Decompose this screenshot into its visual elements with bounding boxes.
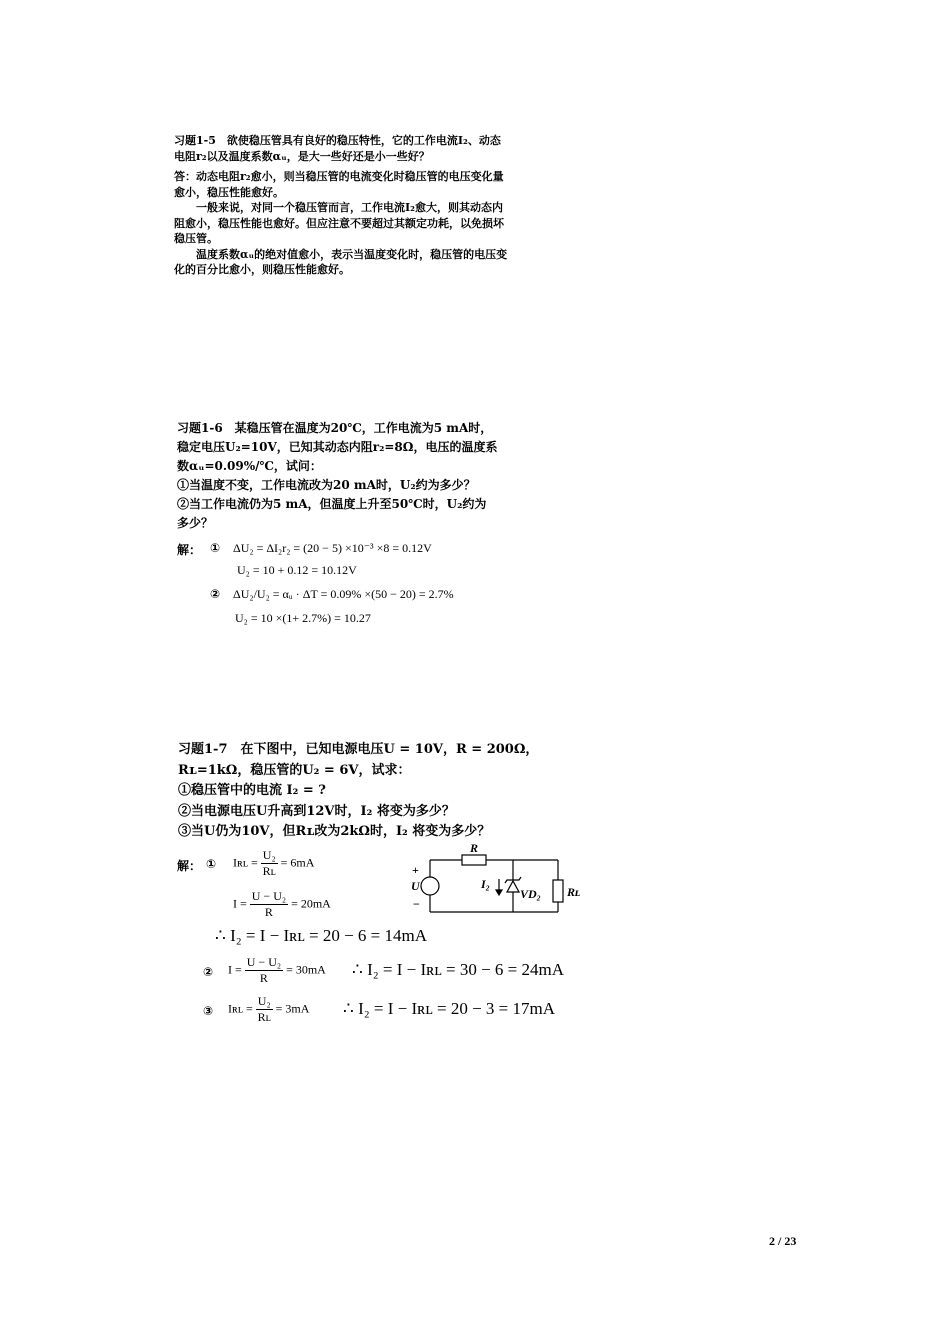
result-3: ∴ I₂ = I − Iʀʟ = 20 − 3 = 17mA — [343, 999, 556, 1018]
problem-1-6-marker-2: ② — [210, 587, 221, 601]
page-number: 2 / 23 — [769, 1234, 797, 1248]
problem-1-7-line-5: ③当U仍为10V，但Rʟ改为2kΩ时，I₂ 将变为多少？ — [178, 824, 491, 839]
voltage-source-icon — [421, 877, 439, 895]
result-2: ∴ I₂ = I − Iʀʟ = 30 − 6 = 24mA — [352, 960, 565, 979]
problem-1-7-line-1: 习题1-7 在下图中，已知电源电压U = 10V，R = 200Ω， — [178, 742, 539, 757]
problem-1-6-equation-2: U₂ = 10 + 0.12 = 10.12V — [237, 563, 357, 577]
problem-1-7-marker-1: ① — [206, 857, 217, 871]
label-vdz: VD₂ — [520, 887, 541, 901]
problem-1-6-equation-4: U₂ = 10 ×(1+ 2.7%) = 10.27 — [235, 611, 371, 625]
equation-i3-rhs: = 3mA — [275, 1001, 310, 1016]
equation-i2-denominator: R — [259, 971, 268, 985]
equation-irl-lhs: Iʀʟ = — [233, 855, 258, 870]
problem-1-6-line-6: 多少？ — [177, 516, 214, 530]
equation-i2-rhs: = 30mA — [286, 962, 326, 977]
problem-1-6-line-3: 数αᵤ=0.09%/℃，试问： — [177, 459, 322, 473]
problem-1-5-answer-2: 一般来说，对同一个稳压管而言，工作电流I₂愈大，则其动态内阻愈小，稳压性能也愈好。但应注意不要超过其额定功耗，以免损坏稳压管。 — [174, 201, 504, 245]
problem-1-6-equation-3: ΔU₂/U₂ = αᵤ · ΔT = 0.09% ×(50 − 20) = 2.7% — [233, 587, 454, 601]
problem-1-7-marker-3: ③ — [203, 1004, 214, 1018]
label-r: R — [470, 841, 479, 855]
current-arrowhead — [496, 890, 502, 895]
problem-1-6-solution-label: 解： — [177, 543, 202, 557]
problem-1-6-equation-1: ΔU₂ = ΔI₂r₂ = (20 − 5) ×10⁻³ ×8 = 0.12V — [233, 541, 432, 555]
problem-1-6-line-4: ①当温度不变，工作电流改为20 mA时，U₂约为多少？ — [177, 478, 476, 492]
problem-1-7-line-3: ①稳压管中的电流 I₂ = ? — [178, 783, 326, 798]
problem-1-6-line-2: 稳定电压U₂=10V，已知其动态内阻r₂=8Ω，电压的温度系 — [177, 440, 498, 454]
problem-1-6 — [177, 419, 552, 533]
equation-i3 — [228, 994, 309, 1025]
resistor-r — [462, 855, 486, 865]
equation-i-lhs: I = — [233, 896, 247, 911]
equation-i3-numerator: U₂ — [257, 994, 271, 1008]
equation-i2 — [228, 955, 326, 986]
problem-1-7 — [178, 740, 578, 843]
problem-1-5-answer-1: 答：动态电阻r₂愈小，则当稳压管的电流变化时稳压管的电压变化量愈小，稳压性能愈好。 — [174, 170, 504, 199]
label-minus: − — [413, 897, 420, 911]
zener-diode-icon — [507, 881, 519, 892]
problem-1-7-line-4: ②当电源电压U升高到12V时，I₂ 将变为多少？ — [178, 803, 455, 819]
problem-1-7-line-2: Rʟ=1kΩ，稳压管的U₂ = 6V，试求： — [178, 762, 411, 778]
equation-i3-denominator: Rʟ — [257, 1010, 271, 1024]
equation-irl-numerator: U₂ — [262, 848, 276, 862]
problem-1-6-marker-1: ① — [210, 541, 221, 555]
result-1: ∴ I₂ = I − Iʀʟ = 20 − 6 = 14mA — [215, 926, 428, 945]
label-plus: + — [412, 863, 419, 877]
equation-irl-rhs: = 6mA — [280, 855, 315, 870]
equation-irl — [233, 848, 314, 879]
label-u: U — [411, 879, 420, 893]
equation-irl-fraction — [261, 848, 278, 879]
equation-i-fraction — [250, 889, 288, 920]
problem-1-5-answer-3: 温度系数αᵤ的绝对值愈小，表示当温度变化时，稳压管的电压变化的百分比愈小，则稳压性能愈好。 — [174, 247, 508, 276]
equation-i2-fraction — [245, 955, 283, 986]
equation-i-denominator: R — [264, 905, 273, 919]
equation-irl-denominator: Rʟ — [262, 864, 276, 878]
equation-i2-numerator: U − U₂ — [246, 955, 282, 969]
resistor-rl — [553, 880, 563, 902]
problem-1-7-marker-2: ② — [203, 965, 214, 979]
equation-i3-fraction — [256, 994, 273, 1025]
problem-1-5-question: 习题1-5 欲使稳压管具有良好的稳压特性，它的工作电流I₂、动态电阻r₂以及温度系数αᵤ，是大一些好还是小一些好？ — [174, 134, 501, 163]
equation-i-numerator: U − U₂ — [251, 889, 287, 903]
equation-i — [233, 889, 331, 920]
circuit-diagram — [408, 840, 593, 920]
equation-i-rhs: = 20mA — [291, 896, 331, 911]
label-iz: I₂ — [481, 877, 490, 891]
problem-1-5 — [174, 133, 509, 278]
equation-i3-lhs: Iʀʟ = — [228, 1001, 253, 1016]
problem-1-7-solution-label: 解： — [177, 859, 202, 873]
problem-1-6-line-5: ②当工作电流仍为5 mA，但温度上升至50℃时，U₂约为 — [177, 497, 487, 511]
problem-1-6-line-1: 习题1-6 某稳压管在温度为20℃，工作电流为5 mA时， — [177, 421, 493, 435]
label-rl: Rʟ — [567, 885, 581, 899]
equation-i2-lhs: I = — [228, 962, 242, 977]
